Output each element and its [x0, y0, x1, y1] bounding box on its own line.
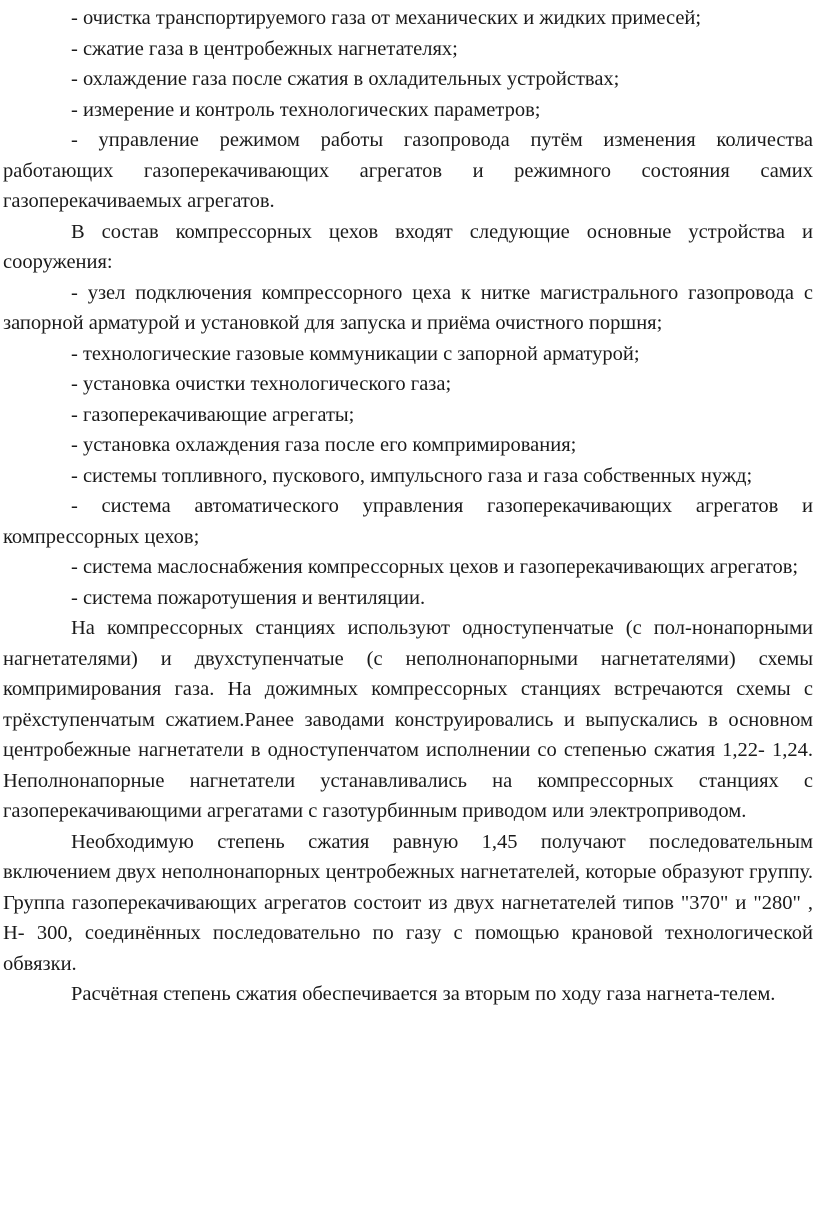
paragraph-station-composition-intro: В состав компрессорных цехов входят следующие основные устройства и сооружения:	[3, 220, 813, 273]
paragraph-automatic-control-system: - система автоматического управления газоперекачивающих агрегатов и компрессорных цехов;	[3, 495, 813, 548]
paragraph-fire-ventilation-system: - система пожаротушения и вентиляции.	[71, 586, 426, 609]
paragraph-gas-cleaning-unit: - установка очистки технологического газа;	[71, 373, 452, 395]
paragraph-gas-communications: - технологические газовые коммуникации с запорной арматурой;	[71, 342, 640, 365]
paragraph-connection-node: - узел подключения компрессорного цеха к нитке магистрального газопровода с запорной арматурой и установкой для запуска и приёма очистного поршня;	[3, 281, 813, 334]
paragraph-design-compression-ratio: Расчётная степень сжатия обеспечивается за вторым по ходу газа нагнета-телем.	[71, 983, 776, 1005]
paragraph-measurement-control: - измерение и контроль технологических параметров;	[71, 98, 541, 121]
paragraph-compression-ratio: Необходимую степень сжатия равную 1,45 получают последовательным включением двух неполнонапорных центробежных нагнетателей, которые образуют группу. Группа газоперекачивающих агрегатов состоит из двух нагнетателей типов "370" и "280" , Н- 300, соединённых последовательно по газу с помощью крановой технологической обвязки.	[3, 830, 813, 975]
paragraph-gas-cooling: - охлаждение газа после сжатия в охладительных устройствах;	[71, 68, 620, 90]
paragraph-gas-compression: - сжатие газа в центробежных нагнетателях;	[71, 37, 458, 60]
paragraph-gas-cleaning: - очистка транспортируемого газа от механических и жидких примесей;	[71, 7, 702, 29]
paragraph-fuel-gas-systems: - системы топливного, пускового, импульсного газа и газа собственных нужд;	[71, 464, 753, 487]
paragraph-compression-schemes: На компрессорных станциях используют одноступенчатые (с пол-нонапорными нагнетателями) и двухступенчатые (с неполнонапорными нагнетателями) схемы компримирования газа. На дожимных компрессорных станциях встречаются схемы с трёхступенчатым сжатием.Ранее заводами конструировались и выпускались в основном центробежные нагнетатели в одноступенчатом исполнении со степенью сжатия 1,22- 1,24. Неполнонапорные нагнетатели устанавливались на компрессорных станциях с газоперекачивающими агрегатами с газотурбинным приводом или электроприводом.	[3, 617, 813, 822]
paragraph-gas-pumping-units: - газоперекачивающие агрегаты;	[71, 403, 355, 426]
paragraph-oil-supply-system: - система маслоснабжения компрессорных цехов и газоперекачивающих агрегатов;	[71, 556, 799, 578]
paragraph-mode-control: - управление режимом работы газопровода путём изменения количества работающих газоперекачивающих агрегатов и режимного состояния самих газоперекачиваемых агрегатов.	[3, 129, 813, 212]
paragraph-cooling-unit: - установка охлаждения газа после его компримирования;	[71, 434, 577, 456]
